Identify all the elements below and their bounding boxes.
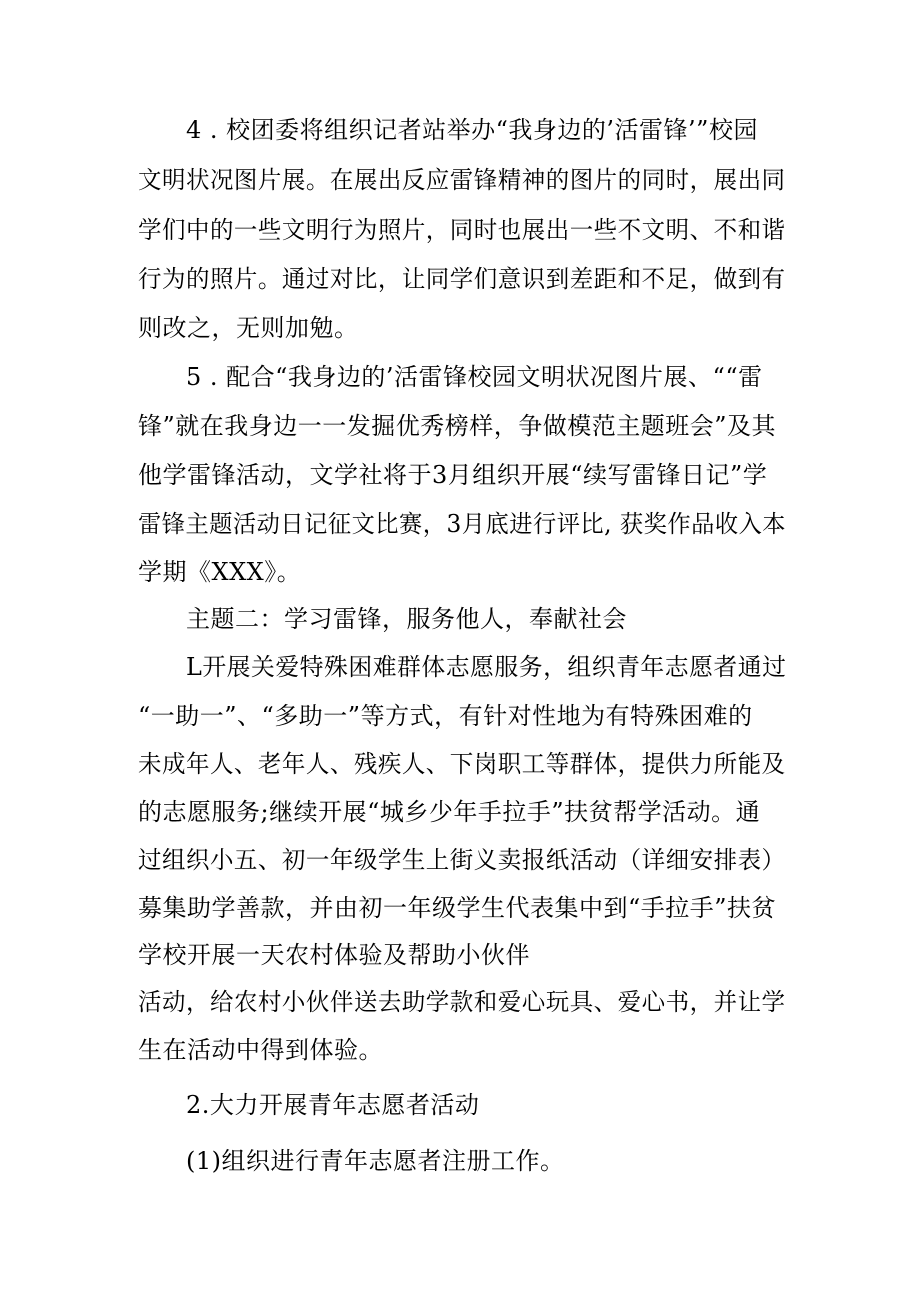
paragraph-l-line-4: 的志愿服务;继续开展“城乡少年手拉手”扶贫帮学活动。通 xyxy=(138,798,761,826)
paragraph-4-line-5: 则改之，无则加勉。 xyxy=(138,314,359,342)
paragraph-l-line-1: L开展关爱特殊困难群体志愿服务，组织青年志愿者通过 xyxy=(186,653,787,681)
paragraph-5-line-3: 他学雷锋活动，文学社将于3月组织开展“续写雷锋日记”学 xyxy=(138,461,768,489)
paragraph-5-line-1: 5 . 配合“我身边的’活雷锋校园文明状况图片展、““雷 xyxy=(186,363,763,391)
paragraph-5-line-4: 雷锋主题活动日记征文比赛，3月底进行评比, 获奖作品收入本 xyxy=(138,510,787,538)
paragraph-4-line-4: 行为的照片。通过对比，让同学们意识到差距和不足，做到有 xyxy=(138,265,786,293)
section-heading: 主题二：学习雷锋，服务他人，奉献社会 xyxy=(186,605,627,633)
paragraph-l-line-3: 未成年人、老年人、残疾人、下岗职工等群体，提供力所能及 xyxy=(138,750,786,778)
paragraph-4-line-3: 学们中的一些文明行为照片，同时也展出一些不文明、不和谐 xyxy=(138,216,786,244)
paragraph-5-line-2: 锋”就在我身边一一发掘优秀榜样，争做模范主题班会”及其 xyxy=(138,412,777,440)
paragraph-l-line-9: 生在活动中得到体验。 xyxy=(138,1036,383,1064)
paragraph-l-line-8: 活动，给农村小伙伴送去助学款和爱心玩具、爱心书，并让学 xyxy=(138,988,786,1016)
paragraph-l-line-5: 过组织小五、初一年级学生上街义卖报纸活动（详细安排表） xyxy=(138,846,786,874)
paragraph-l-line-2: “一助一”、“多助一”等方式，有针对性地为有特殊困难的 xyxy=(138,702,753,730)
item-2-heading: 2.大力开展青年志愿者活动 xyxy=(186,1091,480,1119)
paragraph-l-line-7: 学校开展一天农村体验及帮助小伙伴 xyxy=(138,941,530,969)
paragraph-4-line-1: 4 . 校团委将组织记者站举办“我身边的’活雷锋’”校园 xyxy=(186,116,758,144)
paragraph-4-line-2: 文明状况图片展。在展出反应雷锋精神的图片的同时，展出同 xyxy=(138,166,786,194)
paragraph-l-line-6: 募集助学善款，并由初一年级学生代表集中到“手拉手”扶贫 xyxy=(138,894,777,922)
paragraph-5-line-5: 学期《XXX》。 xyxy=(138,558,302,586)
item-2-1: (1)组织进行青年志愿者注册工作。 xyxy=(186,1147,565,1175)
